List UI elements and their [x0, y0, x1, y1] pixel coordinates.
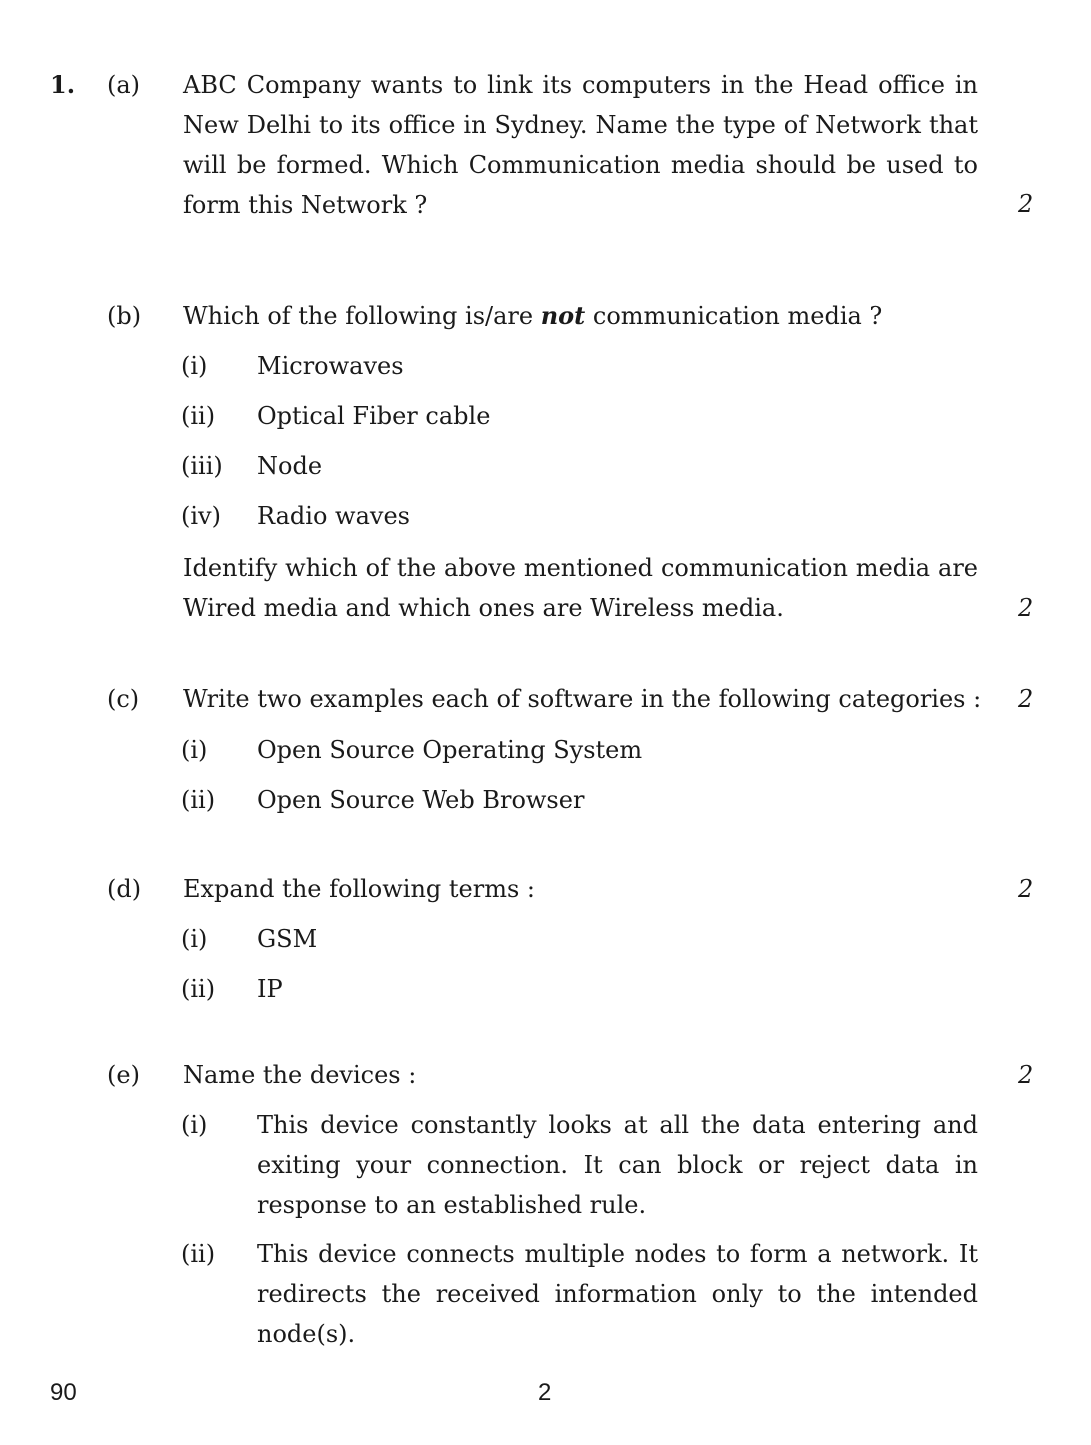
- page-number: 2: [538, 1379, 552, 1406]
- part-b-option-label: (iv): [181, 502, 221, 530]
- part-b-label: (b): [107, 302, 142, 330]
- part-b-option-label: (i): [181, 352, 208, 380]
- part-e-label: (e): [107, 1061, 140, 1089]
- part-e-option-label: (ii): [181, 1240, 216, 1268]
- part-b-option-text: Microwaves: [257, 352, 404, 380]
- part-c-option-text: Open Source Web Browser: [257, 786, 585, 814]
- paper-code: 90: [50, 1379, 77, 1406]
- part-b-option-text: Node: [257, 452, 323, 480]
- part-e-option-text: This device constantly looks at all the data entering and exiting your connection. It can block or reject data in response to an established rule.: [257, 1111, 978, 1219]
- part-c-option-label: (i): [181, 736, 208, 764]
- part-b-follow-up: Identify which of the above mentioned communication media are Wired media and which ones are Wireless media.: [183, 554, 978, 622]
- part-b-text: [183, 296, 882, 336]
- part-b-option-text: Optical Fiber cable: [257, 402, 491, 430]
- part-e-option-text: This device connects multiple nodes to form a network. It redirects the received information only to the intended node(s).: [257, 1240, 978, 1348]
- part-d-marks: 2: [1018, 875, 1034, 903]
- question-number: 1.: [50, 70, 76, 99]
- part-b-option-label: (iii): [181, 452, 223, 480]
- part-c-option-text: Open Source Operating System: [257, 736, 643, 764]
- part-b-marks: 2: [1018, 594, 1034, 622]
- part-d-text: Expand the following terms :: [183, 875, 536, 903]
- part-e-text: Name the devices :: [183, 1061, 417, 1089]
- part-c-marks: 2: [1018, 685, 1034, 713]
- part-d-option-label: (ii): [181, 975, 216, 1003]
- part-d-label: (d): [107, 875, 142, 903]
- part-d-option-text: GSM: [257, 925, 318, 953]
- part-e-option-label: (i): [181, 1111, 208, 1139]
- part-c-label: (c): [107, 685, 140, 713]
- part-d-option-text: IP: [257, 975, 283, 1003]
- part-c-option-label: (ii): [181, 786, 216, 814]
- part-b-option-label: (ii): [181, 402, 216, 430]
- part-b-text-before: Which of the following is/are: [183, 302, 541, 330]
- part-b-option-text: Radio waves: [257, 502, 410, 530]
- part-b-text-emphasis: not: [540, 301, 586, 330]
- part-a-label: (a): [107, 71, 141, 99]
- part-b-text-after: communication media ?: [585, 302, 883, 330]
- part-a-text: ABC Company wants to link its computers in the Head office in New Delhi to its office in Sydney. Name the type of Network that will be formed. Which Communication media should be used to form this Network ?: [183, 71, 978, 219]
- part-c-text: Write two examples each of software in the following categories :: [183, 685, 982, 713]
- part-e-marks: 2: [1018, 1061, 1034, 1089]
- part-d-option-label: (i): [181, 925, 208, 953]
- part-a-marks: 2: [1018, 190, 1034, 218]
